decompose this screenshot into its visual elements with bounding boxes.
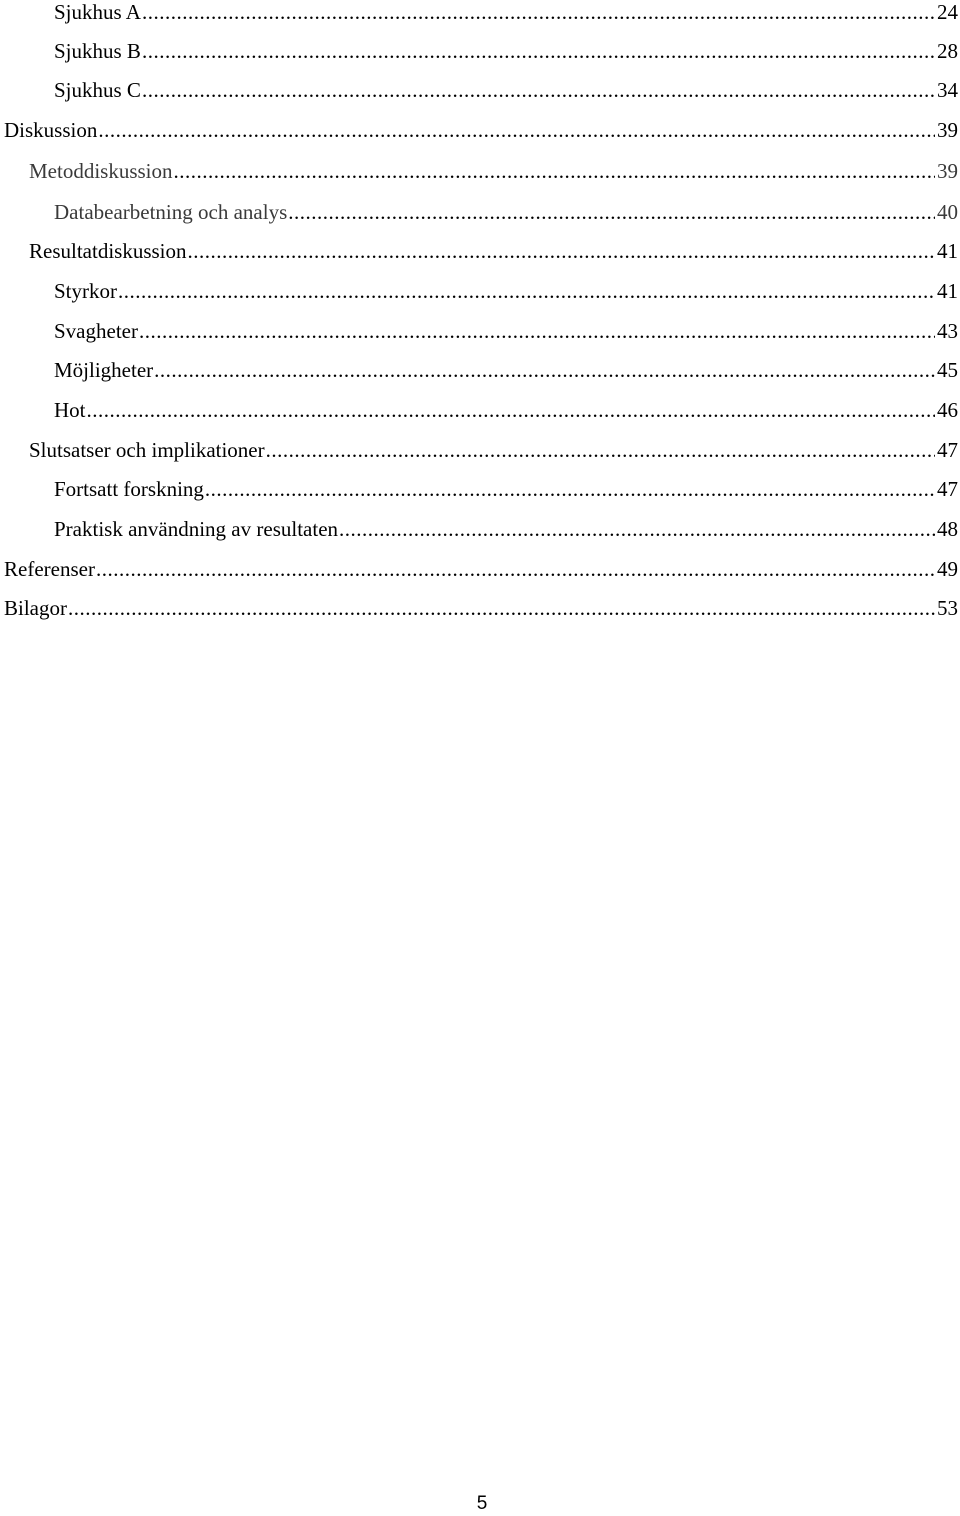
toc-dot-leader: [96, 556, 935, 582]
toc-dot-leader: [154, 357, 935, 383]
toc-entry-page: 34: [937, 78, 958, 102]
toc-entry[interactable]: [0, 77, 958, 103]
toc-entry-page: 24: [937, 0, 958, 24]
toc-entry-page: 47: [937, 438, 958, 462]
toc-entry-page: 49: [937, 557, 958, 581]
toc-entry[interactable]: [0, 556, 958, 582]
toc-entry-page: 53: [937, 596, 958, 620]
toc-entry[interactable]: [0, 238, 958, 264]
toc-dot-leader: [174, 158, 935, 184]
toc-entry-title: Fortsatt forskning: [54, 477, 204, 501]
toc-dot-leader: [118, 278, 935, 304]
toc-entry-title: Slutsatser och implikationer: [29, 438, 265, 462]
toc-entry[interactable]: [0, 199, 958, 225]
toc-entry[interactable]: [0, 38, 958, 64]
toc-dot-leader: [142, 0, 935, 25]
toc-entry-page: 28: [937, 39, 958, 63]
toc-entry[interactable]: [0, 397, 958, 423]
toc-entry-title: Möjligheter: [54, 358, 154, 382]
toc-entry-page: 40: [937, 200, 958, 224]
toc-entry-title: Databearbetning och analys: [54, 200, 288, 224]
toc-entry[interactable]: [0, 357, 958, 383]
toc-entry-title: Sjukhus B: [54, 39, 141, 63]
toc-entry[interactable]: [0, 437, 958, 463]
toc-entry-title: Resultatdiskussion: [29, 239, 187, 263]
toc-entry-title: Sjukhus A: [54, 0, 141, 24]
toc-entry-title: Sjukhus C: [54, 78, 141, 102]
toc-entry-page: 48: [937, 517, 958, 541]
toc-entry-page: 45: [937, 358, 958, 382]
toc-dot-leader: [339, 516, 935, 542]
toc-entry[interactable]: [0, 278, 958, 304]
toc-entry-page: 41: [937, 279, 958, 303]
toc-dot-leader: [142, 38, 935, 64]
toc-entry-page: 47: [937, 477, 958, 501]
toc-dot-leader: [142, 77, 935, 103]
toc-entry-page: 41: [937, 239, 958, 263]
toc-entry-page: 46: [937, 398, 958, 422]
toc-entry[interactable]: [0, 516, 958, 542]
toc-entry-title: Hot: [54, 398, 86, 422]
toc-entry[interactable]: [0, 595, 958, 621]
toc-entry-page: 39: [937, 118, 958, 142]
toc-dot-leader: [87, 397, 936, 423]
toc-dot-leader: [98, 117, 935, 143]
toc-entry[interactable]: [0, 117, 958, 143]
toc-entry[interactable]: [0, 158, 958, 184]
toc-entry-title: Styrkor: [54, 279, 117, 303]
toc-entry[interactable]: [0, 318, 958, 344]
page-number: 5: [476, 1493, 488, 1514]
toc-entry-title: Metoddiskussion: [29, 159, 173, 183]
toc-entry-title: Referenser: [4, 557, 95, 581]
toc-dot-leader: [139, 318, 935, 344]
toc-entry-title: Diskussion: [4, 118, 98, 142]
toc-entry-page: 39: [937, 159, 958, 183]
toc-dot-leader: [288, 199, 935, 225]
toc-entry-title: Bilagor: [4, 596, 67, 620]
toc-entry[interactable]: [0, 0, 958, 25]
toc-entry-title: Svagheter: [54, 319, 138, 343]
toc-dot-leader: [205, 476, 935, 502]
toc-dot-leader: [266, 437, 935, 463]
toc-entry[interactable]: [0, 476, 958, 502]
toc-dot-leader: [188, 238, 935, 264]
toc-dot-leader: [68, 595, 935, 621]
toc-entry-page: 43: [937, 319, 958, 343]
toc-entry-title: Praktisk användning av resultaten: [54, 517, 339, 541]
